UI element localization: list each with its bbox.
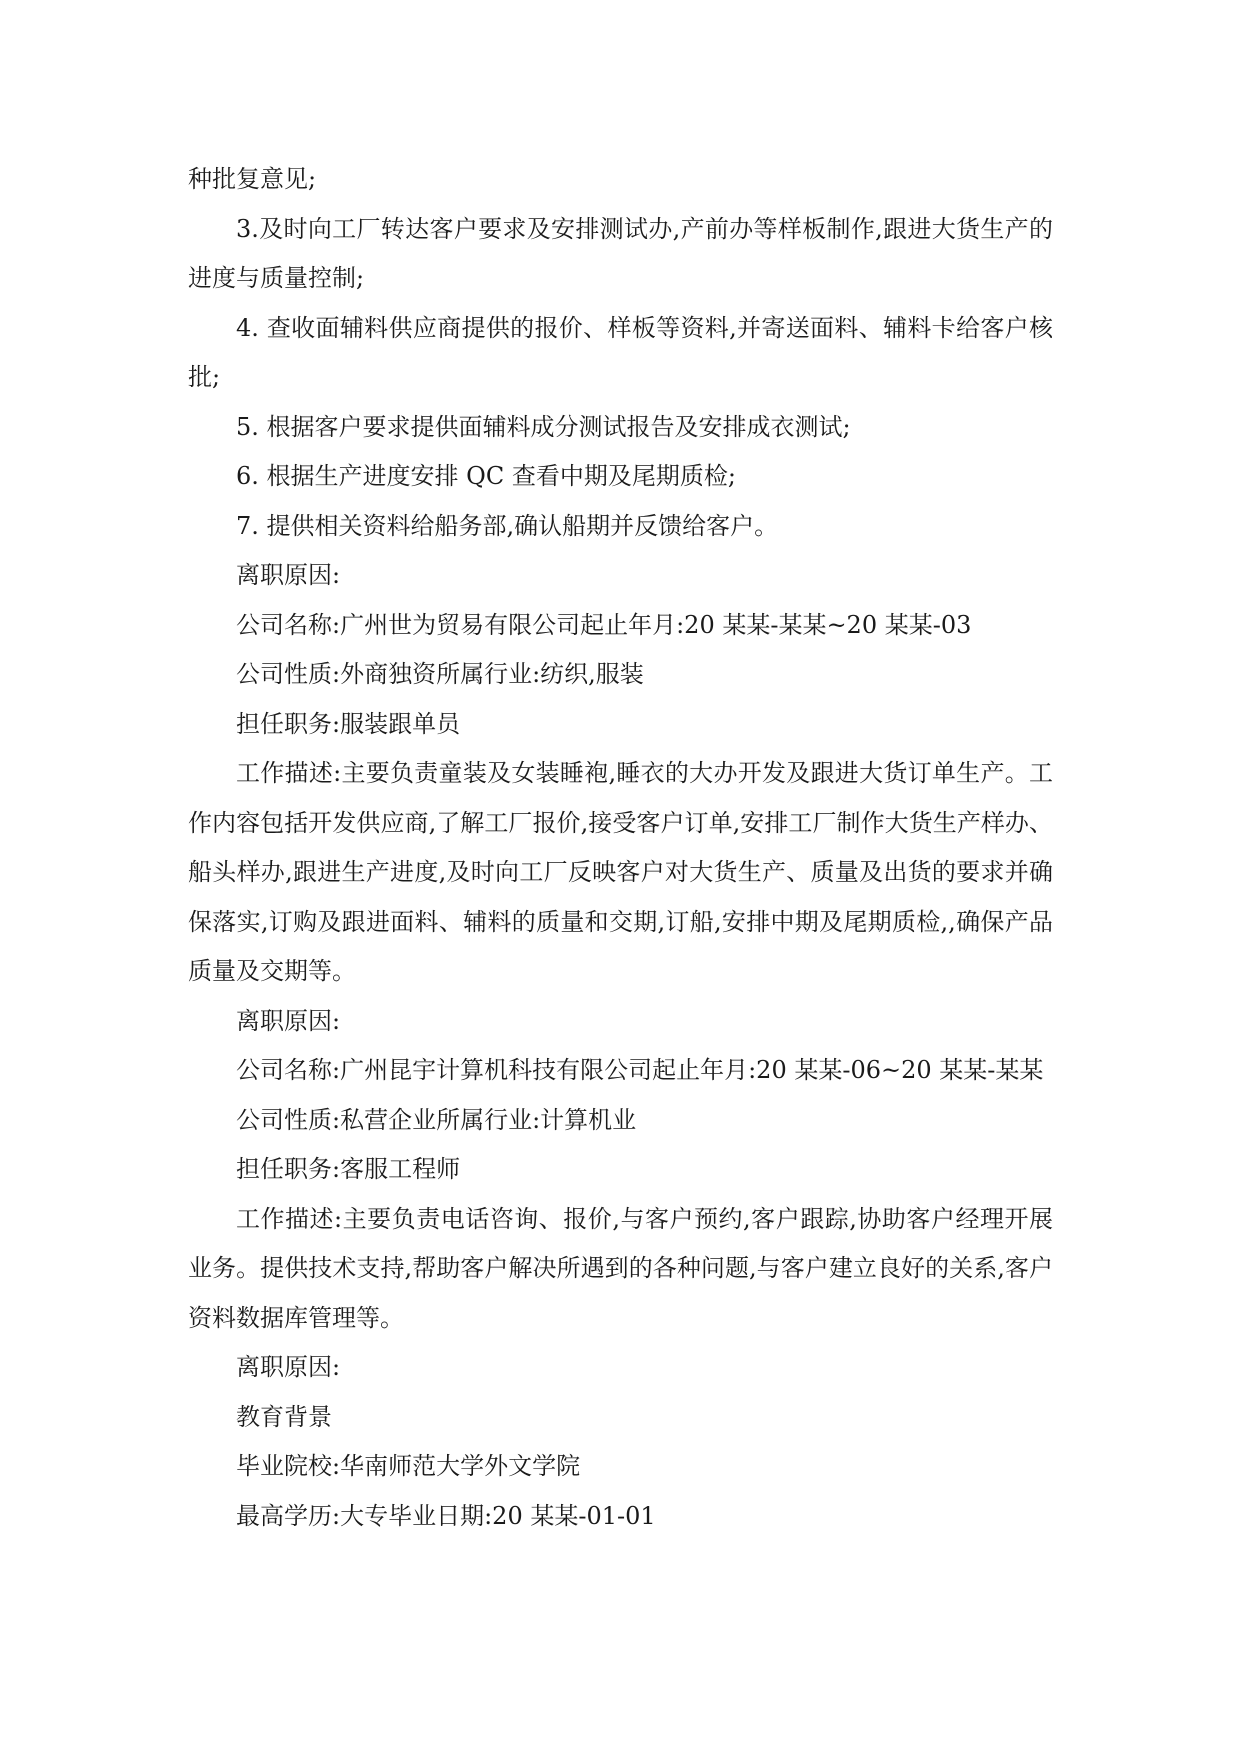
paragraph: 离职原因: [236,561,341,589]
paragraph: 担任职务:客服工程师 [236,1155,461,1183]
paragraph: 公司性质:私营企业所属行业:计算机业 [236,1105,637,1134]
document-body [188,155,1053,1541]
paragraph: 公司名称:广州昆宇计算机科技有限公司起止年月:20 某某-06~20 某某-某某 [236,1056,1044,1084]
paragraph: 最高学历:大专毕业日期:20 某某-01-01 [236,1501,656,1530]
paragraph: 毕业院校:华南师范大学外文学院 [236,1452,581,1480]
paragraph: 6. 根据生产进度安排 QC 查看中期及尾期质检; [236,462,736,490]
paragraph: 工作描述:主要负责电话咨询、报价,与客户预约,客户跟踪,协助客户经理开展业务。提供技术支持,帮助客户解决所遇到的各种问题,与客户建立良好的关系,客户资料数据库管理等。 [188,1204,1053,1332]
paragraph: 3.及时向工厂转达客户要求及安排测试办,产前办等样板制作,跟进大货生产的进度与质量控制; [188,214,1053,292]
paragraph: 5. 根据客户要求提供面辅料成分测试报告及安排成衣测试; [236,412,851,441]
paragraph: 工作描述:主要负责童装及女装睡袍,睡衣的大办开发及跟进大货订单生产。工作内容包括开发供应商,了解工厂报价,接受客户订单,安排工厂制作大货生产样办、船头样办,跟进生产进度,及时向工厂反映客户对大货生产、质量及出货的要求并确保落实,订购及跟进面料、辅料的质量和交期,订船,安排中期及尾期质检,,确保产品质量及交期等。 [188,759,1053,985]
section-heading: 教育背景 [236,1402,332,1431]
paragraph: 离职原因: [236,1006,341,1035]
paragraph: 4. 查收面辅料供应商提供的报价、样板等资料,并寄送面料、辅料卡给客户核批; [188,313,1053,391]
paragraph: 担任职务:服装跟单员 [236,709,461,738]
paragraph: 7. 提供相关资料给船务部,确认船期并反馈给客户。 [236,511,779,540]
paragraph: 离职原因: [236,1353,341,1381]
paragraph: 公司名称:广州世为贸易有限公司起止年月:20 某某-某某~20 某某-03 [236,610,972,639]
paragraph: 公司性质:外商独资所属行业:纺织,服装 [236,660,644,688]
paragraph: 种批复意见; [188,165,317,193]
